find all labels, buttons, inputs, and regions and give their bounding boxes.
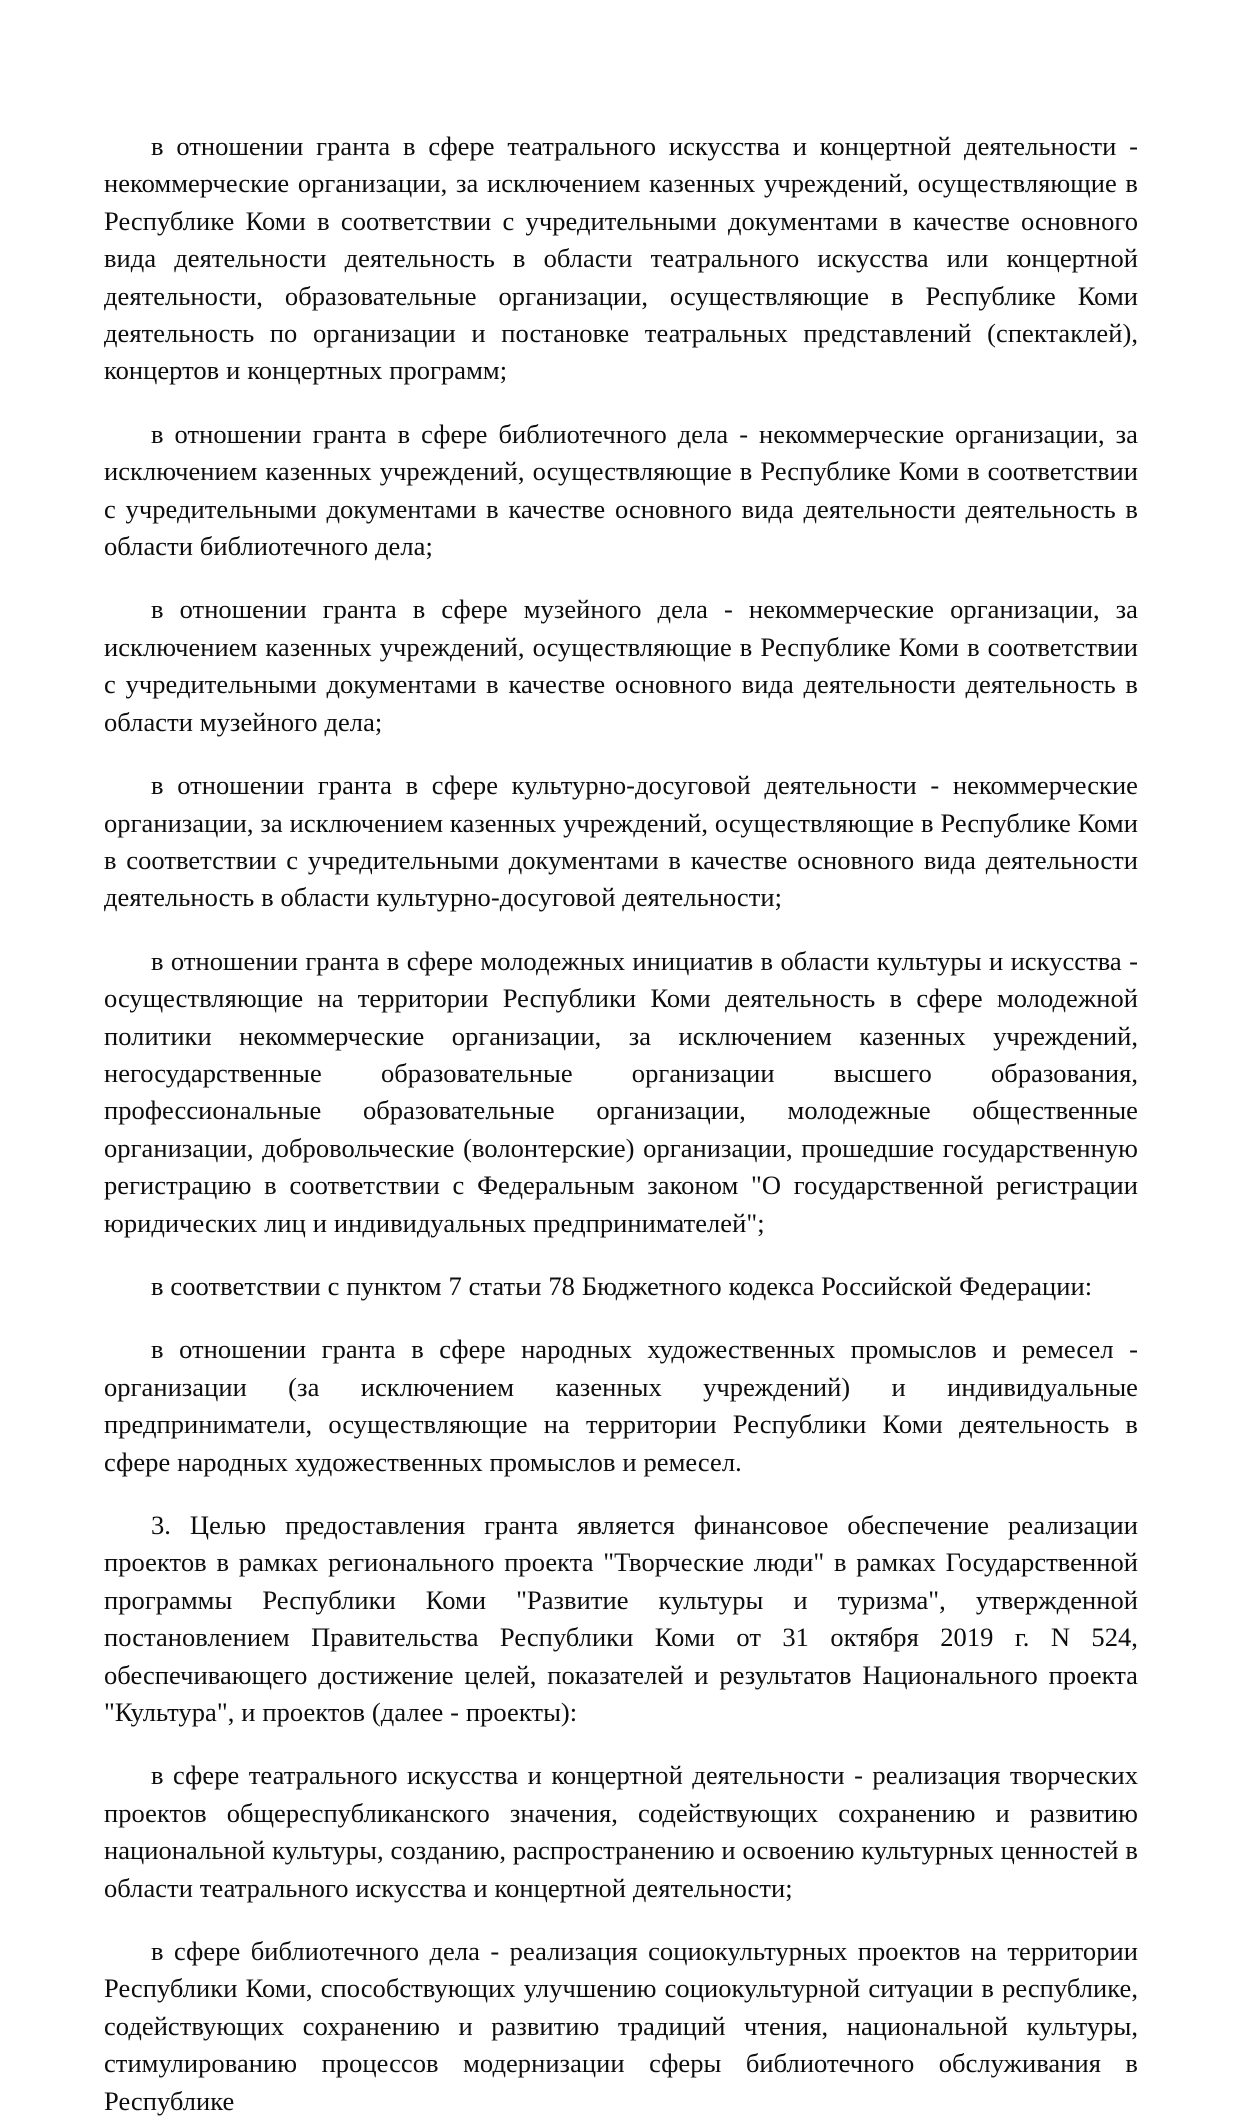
paragraph-sphere-theatre-concert-projects: в сфере театрального искусства и концертной деятельности - реализация творческих проектов общереспубликанского значения, содействующих сохранению и развитию национальной культуры, созданию, распространению и освоению культурных ценностей в области театрального искусства и концертной деятельности; — [104, 1760, 1138, 1903]
paragraph-grant-folk-crafts-recipients: в отношении гранта в сфере народных художественных промыслов и ремесел - организации (за исключением казенных учреждений) и индивидуальные предприниматели, осуществляющие на территории Республики Коми деятельность в сфере народных художественных промыслов и ремесел. — [104, 1334, 1138, 1477]
paragraph-grant-youth-initiatives-recipients: в отношении гранта в сфере молодежных инициатив в области культуры и искусства - осуществляющие на территории Республики Коми деятельность в сфере молодежной политики некоммерческие организации, за исключением казенных учреждений, негосударственные образовательные организации высшего образования, профессиональные образовательные организации, молодежные общественные организации, добровольческие (волонтерские) организации, прошедшие государственную регистрацию в соответствии с Федеральным законом "О государственной регистрации юридических лиц и индивидуальных предпринимателей"; — [104, 945, 1138, 1238]
paragraph-grant-cultural-leisure-recipients: в отношении гранта в сфере культурно-досуговой деятельности - некоммерческие организации, за исключением казенных учреждений, осуществляющие в Республике Коми в соответствии с учредительными документами в качестве основного вида деятельности деятельность в области культурно-досуговой деятельности; — [104, 770, 1138, 913]
paragraph-sphere-library-projects: в сфере библиотечного дела - реализация социокультурных проектов на территории Республики Коми, способствующих улучшению социокультурной ситуации в республике, содействующих сохранению и развитию традиций чтения, национальной культуры, стимулированию процессов модернизации сферы библиотечного обслуживания в Республике — [104, 1936, 1138, 2116]
paragraph-grant-theatre-concert-recipients: в отношении гранта в сфере театрального искусства и концертной деятельности - некоммерческие организации, за исключением казенных учреждений, осуществляющие в Республике Коми в соответствии с учредительными документами в качестве основного вида деятельности деятельность в области театрального искусства или концертной деятельности, образовательные организации, осуществляющие в Республике Коми деятельность по организации и постановке театральных представлений (спектаклей), концертов и концертных программ; — [104, 131, 1138, 386]
paragraph-grant-library-recipients: в отношении гранта в сфере библиотечного дела - некоммерческие организации, за исключением казенных учреждений, осуществляющие в Республике Коми в соответствии с учредительными документами в качестве основного вида деятельности деятельность в области библиотечного дела; — [104, 418, 1138, 562]
paragraph-budget-code-reference: в соответствии с пунктом 7 статьи 78 Бюджетного кодекса Российской Федерации: — [151, 1270, 1093, 1301]
paragraph-grant-museum-recipients: в отношении гранта в сфере музейного дела - некоммерческие организации, за исключением казенных учреждений, осуществляющие в Республике Коми в соответствии с учредительными документами в качестве основного вида деятельности деятельность в области музейного дела; — [104, 594, 1138, 737]
paragraph-clause-3-grant-purpose: 3. Целью предоставления гранта является финансовое обеспечение реализации проектов в рамках регионального проекта "Творческие люди" в рамках Государственной программы Республики Коми "Развитие культуры и туризма", утвержденной постановлением Правительства Республики Коми от 31 октября 2019 г. N 524, обеспечивающего достижение целей, показателей и результатов Национального проекта "Культура", и проектов (далее - проекты): — [104, 1510, 1138, 1728]
document-text-body — [104, 128, 1138, 2120]
